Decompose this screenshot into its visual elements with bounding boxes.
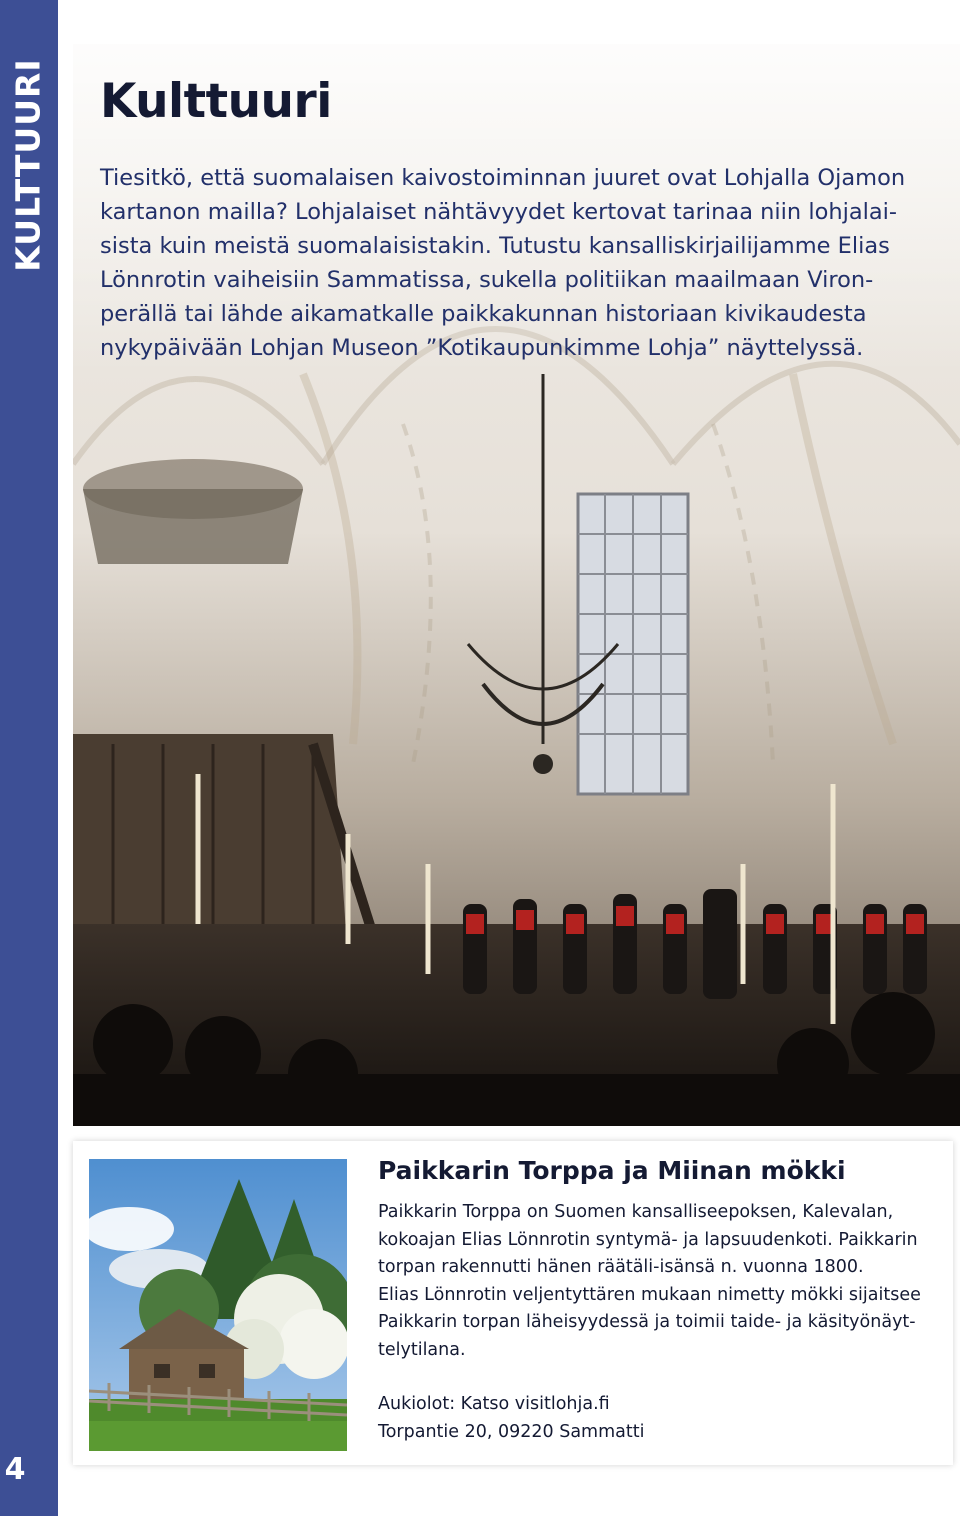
intro-line: perällä tai lähde aikamatkalle paikkakunnan historiaan kivikaudesta	[100, 301, 867, 327]
intro-line: kartanon mailla? Lohjalaiset nähtävyydet kertovat tarinaa niin lohjalai-	[100, 199, 898, 225]
info-line: kokoajan Elias Lönnrotin syntymä- ja lapsuudenkoti. Paikkarin	[378, 1229, 918, 1250]
contact-details	[378, 1391, 644, 1446]
cottage-photo	[89, 1159, 347, 1451]
info-line: telytilana.	[378, 1339, 466, 1360]
info-line: Paikkarin torpan läheisyydessä ja toimii taide- ja käsityönäyt-	[378, 1312, 916, 1332]
page-number: 4	[4, 1452, 26, 1487]
intro-line: Lönnrotin vaiheisiin Sammatissa, sukella politiikan maailmaan Viron-	[100, 267, 874, 293]
intro-line: nykypäivään Lohjan Museon ”Kotikaupunkimme Lohja” näyttelyssä.	[100, 335, 864, 361]
attraction-info-box	[73, 1141, 953, 1465]
info-title: Paikkarin Torppa ja Miinan mökki	[378, 1156, 846, 1185]
cottage-illustration	[89, 1159, 347, 1451]
sidebar-section-title: KULTTUURI	[8, 58, 48, 272]
church-concert-photo	[73, 44, 960, 1126]
intro-paragraph	[100, 161, 940, 365]
address: Torpantie 20, 09220 Sammatti	[378, 1421, 645, 1442]
opening-hours: Aukiolot: Katso visitlohja.fi	[378, 1394, 610, 1414]
info-paragraph	[378, 1199, 948, 1364]
intro-line: Tiesitkö, että suomalaisen kaivostoiminnan juuret ovat Lohjalla Ojamon	[100, 165, 906, 191]
info-line: Elias Lönnrotin veljentyttären mukaan nimetty mökki sijaitsee	[378, 1284, 921, 1305]
page-title: Kulttuuri	[100, 74, 332, 129]
info-line: torpan rakennutti hänen räätäli-isänsä n. vuonna 1800.	[378, 1257, 864, 1277]
sidebar	[0, 0, 58, 1516]
info-line: Paikkarin Torppa on Suomen kansalliseepoksen, Kalevalan,	[378, 1202, 894, 1222]
intro-line: sista kuin meistä suomalaisistakin. Tutustu kansalliskirjailijamme Elias	[100, 233, 890, 259]
